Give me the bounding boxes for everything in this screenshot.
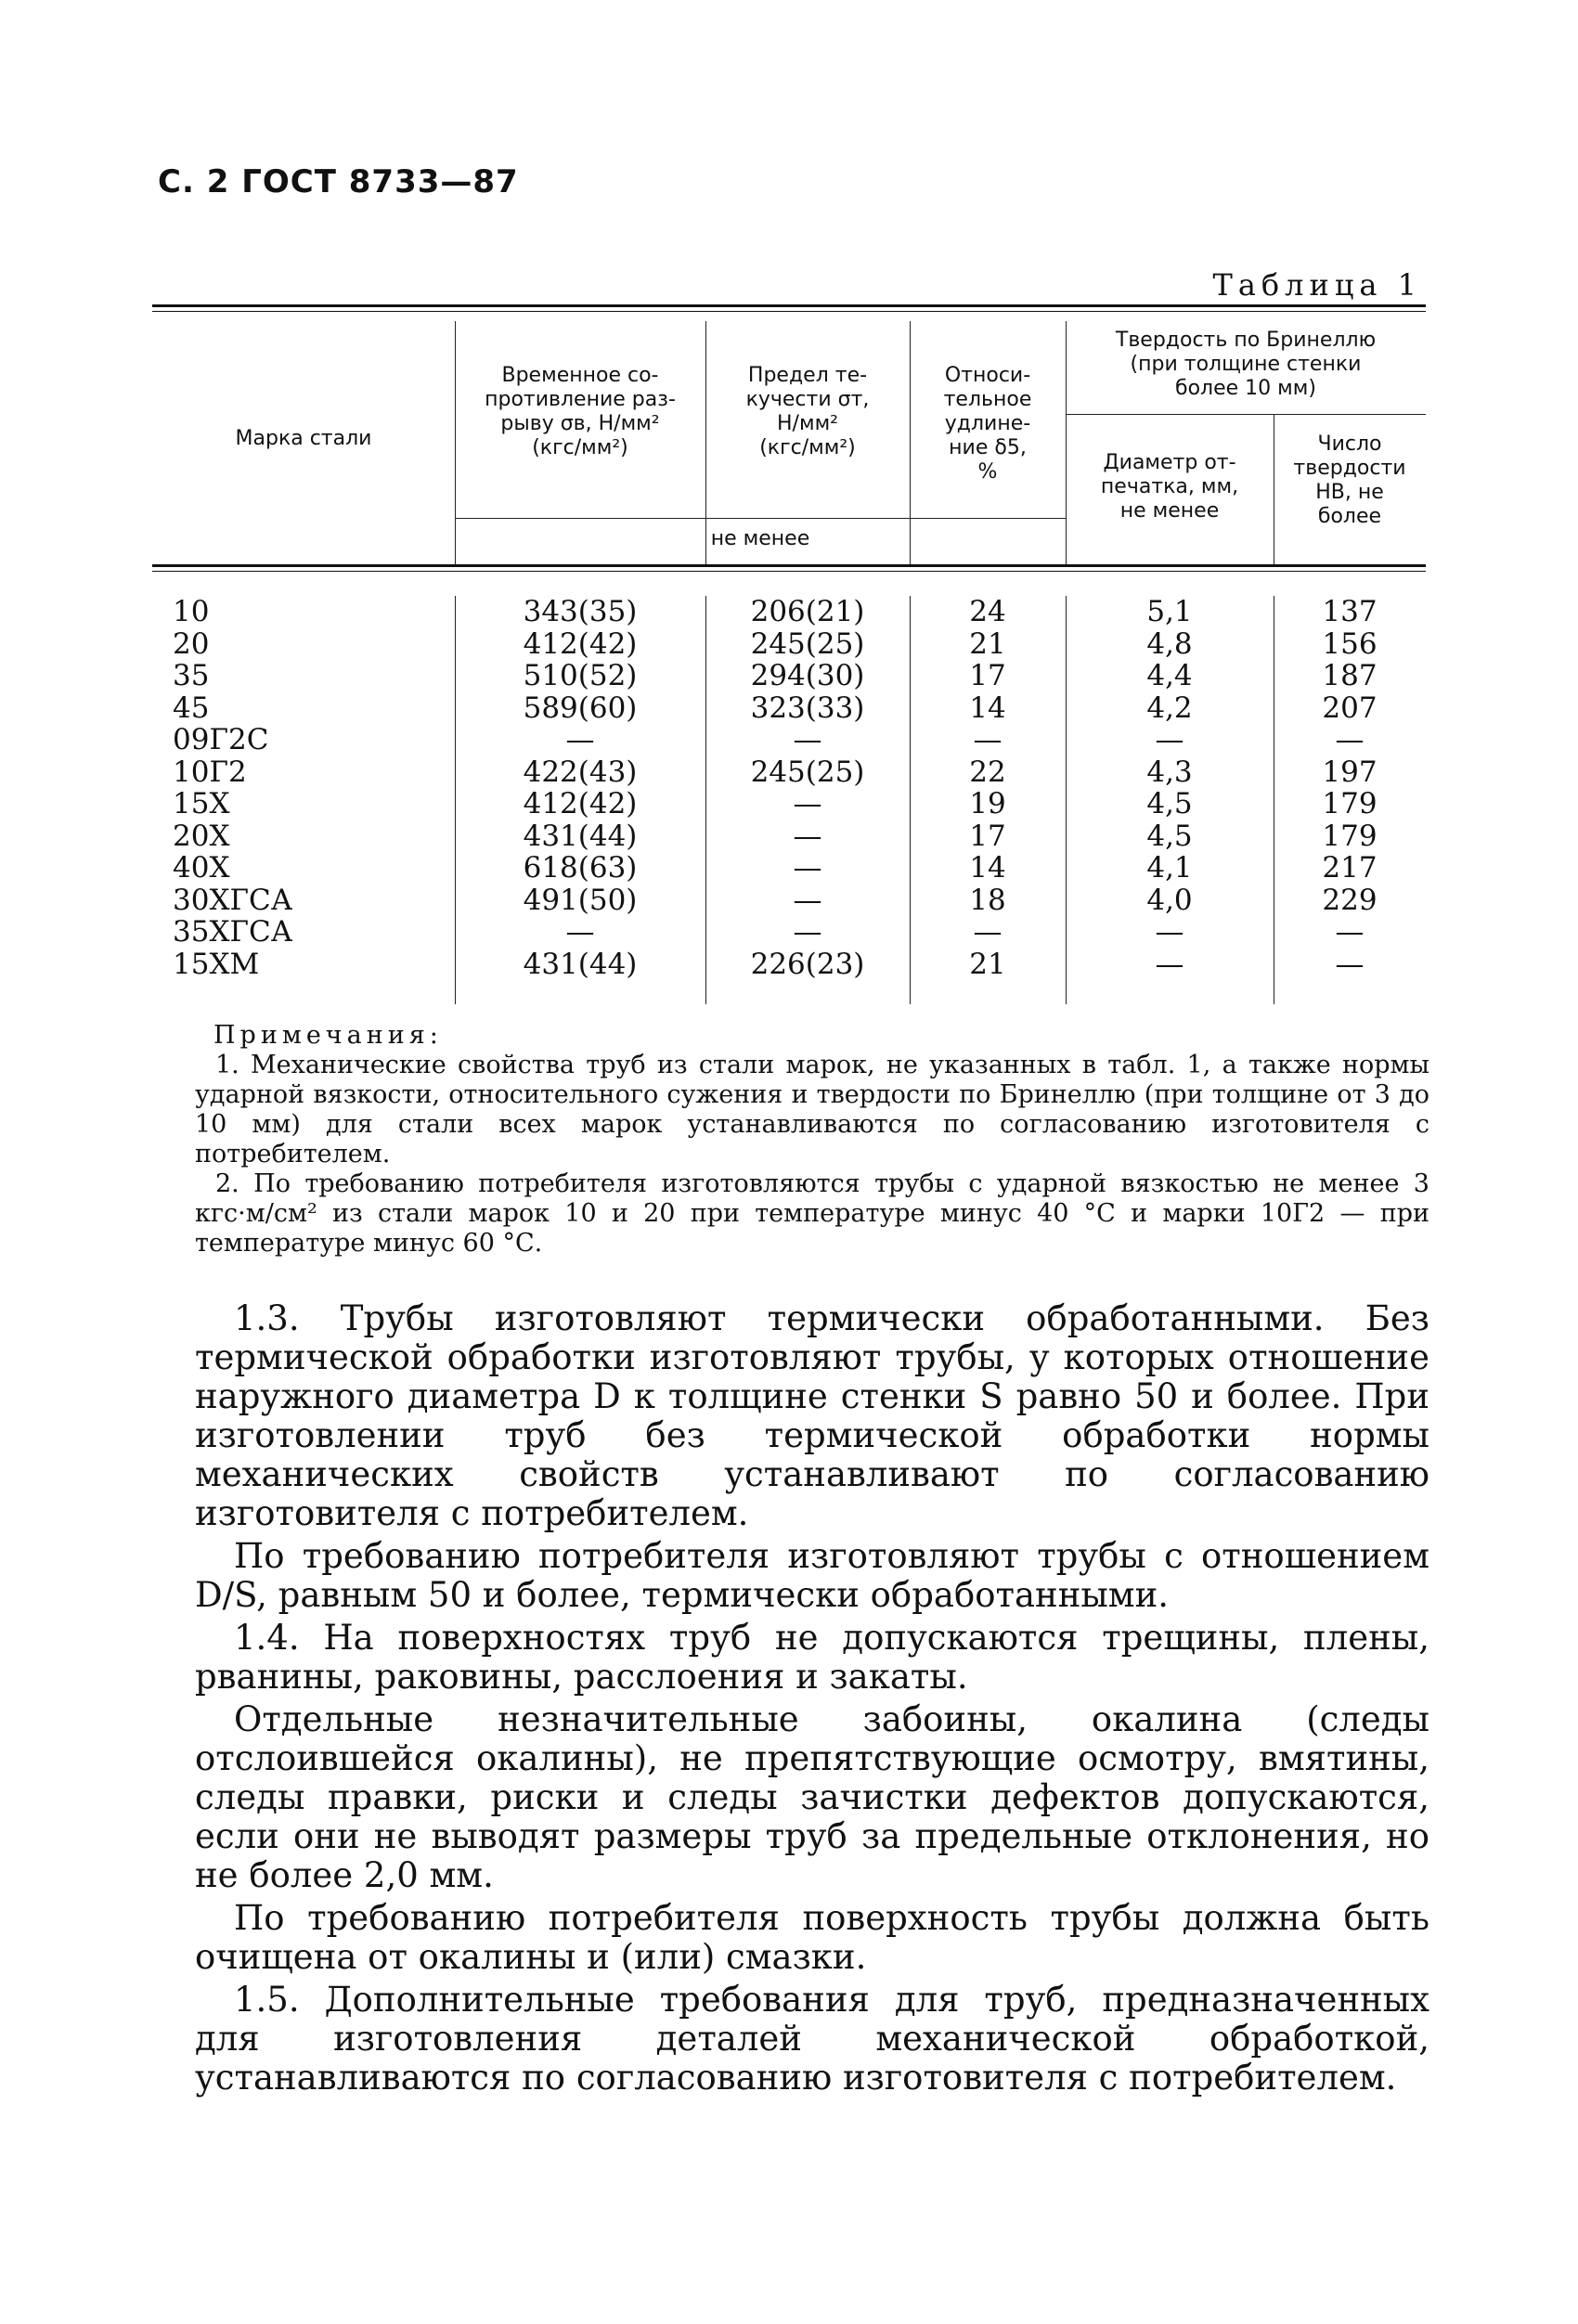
cell-tensile: 431(44) xyxy=(523,947,638,981)
cell-hb: 197 xyxy=(1322,755,1378,789)
cell-elongation: 24 xyxy=(969,595,1006,628)
column-elongation xyxy=(910,596,1066,980)
cell-yield: — xyxy=(793,787,822,820)
cell-elongation: — xyxy=(973,915,1002,949)
cell-elongation: 22 xyxy=(969,755,1006,789)
table-notes xyxy=(195,1021,1429,1259)
cell-grade: 35ХГСА xyxy=(173,915,293,949)
page-header: С. 2 ГОСТ 8733—87 xyxy=(158,163,519,200)
cell-imprint: — xyxy=(1155,723,1184,756)
cell-tensile: — xyxy=(565,723,595,756)
cell-grade: 20 xyxy=(173,626,210,661)
cell-yield: — xyxy=(793,915,822,949)
header-min-note: не менее xyxy=(710,527,810,550)
cell-tensile: — xyxy=(565,915,595,949)
header-grade: Марка стали xyxy=(235,427,372,450)
paragraph: 1.3. Трубы изготовляют термически обработанными. Без термической обработки изготовляют трубы, у которых отношение наружного диаметра D к толщине стенки S равно 50 и более. При изготовлении труб без термической обработки нормы механических свойств устанавливают по согласованию изготовителя с потребителем. xyxy=(195,1298,1429,1533)
cell-yield: 206(21) xyxy=(750,595,865,628)
cell-elongation: 21 xyxy=(969,947,1006,981)
cell-grade: 10 xyxy=(173,595,210,628)
cell-imprint: 4,5 xyxy=(1146,819,1193,853)
cell-hb: 179 xyxy=(1322,787,1378,820)
cell-imprint: 4,1 xyxy=(1146,851,1193,884)
cell-grade: 20Х xyxy=(173,819,230,853)
cell-hb: — xyxy=(1335,723,1365,756)
table-top-rule xyxy=(152,304,1426,312)
cell-hb: 187 xyxy=(1322,659,1378,692)
paragraph: 1.5. Дополнительные требования для труб, предназначенных для изготовления деталей механической обработкой, устанавливаются по согласованию изготовителя с потребителем. xyxy=(195,1980,1429,2098)
column-imprint xyxy=(1066,596,1274,980)
cell-imprint: 4,4 xyxy=(1146,659,1193,692)
cell-hb: 137 xyxy=(1322,595,1378,628)
column-hb xyxy=(1274,596,1426,980)
table-header xyxy=(152,312,1426,564)
cell-hb: 207 xyxy=(1322,691,1378,725)
paragraph: По требованию потребителя изготовляют трубы с отношением D/S, равным 50 и более, термически обработанными. xyxy=(195,1536,1429,1615)
header-imprint: Диаметр от- печатка, мм, не менее xyxy=(1100,451,1239,523)
table-caption: Таблица 1 xyxy=(1212,267,1422,303)
column-yield xyxy=(705,596,910,980)
cell-grade: 09Г2С xyxy=(173,723,269,756)
cell-elongation: 18 xyxy=(969,883,1006,917)
header-tensile: Временное со- противление раз- рыву σв, Н/мм² (кгс/мм²) xyxy=(485,364,676,459)
body-text xyxy=(195,1299,1429,2101)
column-tensile xyxy=(455,596,705,980)
cell-imprint: 5,1 xyxy=(1146,595,1193,628)
cell-grade: 10Г2 xyxy=(173,755,247,789)
header-hb: Число твердости НВ, не более xyxy=(1293,433,1406,528)
cell-elongation: 17 xyxy=(969,819,1006,853)
cell-grade: 35 xyxy=(173,659,210,692)
cell-tensile: 343(35) xyxy=(523,595,638,628)
cell-grade: 40Х xyxy=(173,851,230,884)
paragraph: Отдельные незначительные забоины, окалина (следы отслоившейся окалины), не препятствующие осмотру, вмятины, следы правки, риски и следы зачистки дефектов допускаются, если они не выводят размеры труб за предельные отклонения, но не более 2,0 мм. xyxy=(195,1699,1429,1895)
cell-hb: — xyxy=(1335,915,1365,949)
cell-hb: 179 xyxy=(1322,819,1378,853)
cell-yield: 245(25) xyxy=(750,755,865,789)
cell-elongation: 14 xyxy=(969,691,1006,725)
cell-tensile: 589(60) xyxy=(523,691,638,725)
paragraph: 1.4. На поверхностях труб не допускаются трещины, плены, рванины, раковины, расслоения и закаты. xyxy=(195,1618,1429,1697)
cell-yield: — xyxy=(793,819,822,853)
cell-imprint: — xyxy=(1155,915,1184,949)
header-yield: Предел те- кучести σт, Н/мм² (кгс/мм²) xyxy=(745,364,870,459)
column-grade xyxy=(173,596,442,980)
cell-imprint: 4,2 xyxy=(1146,691,1193,725)
cell-hb: 217 xyxy=(1322,851,1378,884)
cell-tensile: 412(42) xyxy=(523,626,638,661)
header-elongation: Относи- тельное удлине- ние δ5, % xyxy=(943,364,1032,484)
note-item: 2. По требованию потребителя изготовляются трубы с ударной вязкостью не менее 3 кгс·м/см² из стали марок 10 и 20 при температуре минус 40 °С и марки 10Г2 — при температуре минус 60 °С. xyxy=(195,1169,1429,1258)
cell-yield: — xyxy=(793,883,822,917)
cell-yield: 294(30) xyxy=(750,659,865,692)
cell-grade: 30ХГСА xyxy=(173,883,293,917)
paragraph: По требованию потребителя поверхность трубы должна быть очищена от окалины и (или) смазки. xyxy=(195,1898,1429,1977)
cell-imprint: 4,0 xyxy=(1146,883,1193,917)
cell-imprint: 4,3 xyxy=(1146,755,1193,789)
cell-elongation: 14 xyxy=(969,851,1006,884)
cell-elongation: — xyxy=(973,723,1002,756)
cell-tensile: 491(50) xyxy=(523,883,638,917)
cell-tensile: 510(52) xyxy=(523,659,638,692)
cell-hb: 229 xyxy=(1322,883,1378,917)
cell-elongation: 19 xyxy=(969,787,1006,820)
cell-elongation: 17 xyxy=(969,659,1006,692)
note-item: 1. Механические свойства труб из стали марок, не указанных в табл. 1, а также нормы ударной вязкости, относительного сужения и твердости по Бринеллю (при толщине от 3 до 10 мм) для стали всех марок устанавливаются по согласованию изготовителя с потребителем. xyxy=(195,1051,1429,1168)
notes-title: Примечания: xyxy=(213,1021,443,1050)
cell-yield: — xyxy=(793,723,822,756)
cell-grade: 15Х xyxy=(173,787,230,820)
cell-yield: — xyxy=(793,851,822,884)
cell-hb: — xyxy=(1335,947,1365,981)
cell-grade: 45 xyxy=(173,691,210,725)
cell-yield: 226(23) xyxy=(750,947,865,981)
cell-elongation: 21 xyxy=(969,626,1006,661)
table-header-rule xyxy=(152,564,1426,572)
cell-yield: 245(25) xyxy=(750,626,865,661)
table-body xyxy=(152,596,1426,1004)
cell-hb: 156 xyxy=(1322,626,1378,661)
cell-imprint: 4,5 xyxy=(1146,787,1193,820)
cell-tensile: 412(42) xyxy=(523,787,638,820)
cell-tensile: 431(44) xyxy=(523,819,638,853)
cell-tensile: 422(43) xyxy=(523,755,638,789)
cell-yield: 323(33) xyxy=(750,691,865,725)
steel-properties-table xyxy=(152,304,1426,1004)
cell-imprint: 4,8 xyxy=(1146,626,1193,661)
cell-grade: 15ХМ xyxy=(173,947,260,981)
cell-imprint: — xyxy=(1155,947,1184,981)
cell-tensile: 618(63) xyxy=(523,851,638,884)
header-hardness-group: Твердость по Бринеллю (при толщине стенки более 10 мм) xyxy=(1115,329,1377,400)
